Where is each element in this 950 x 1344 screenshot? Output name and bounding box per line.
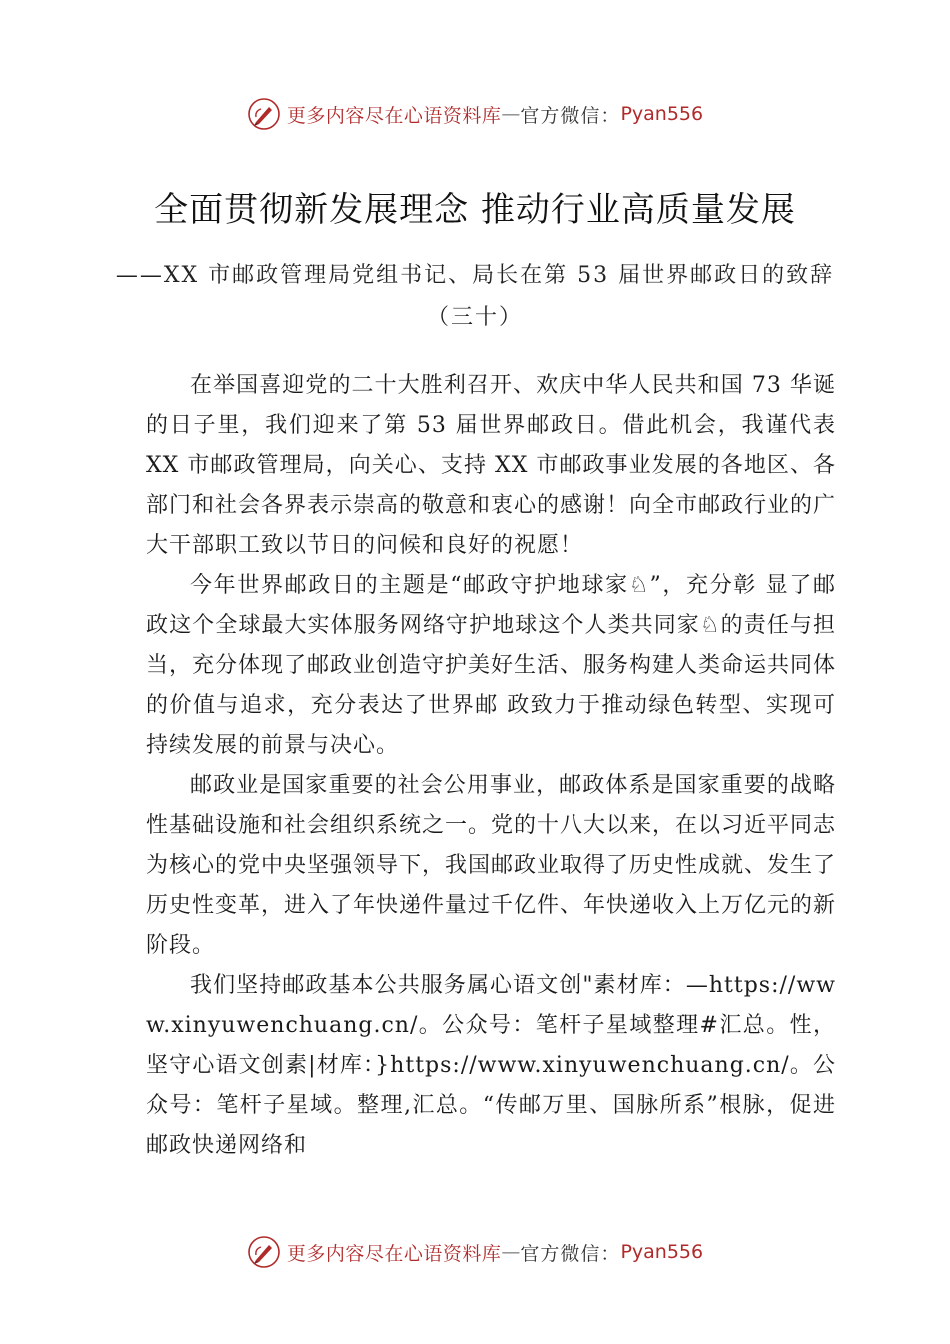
banner-text: 更多内容尽在心语资料库 (286, 1242, 502, 1265)
banner-wechat-label: 官方微信： (520, 104, 621, 127)
paragraph: 我们坚持邮政基本公共服务属心语文创"素材库：—https://www.xinyuwenchuang.cn/。公众号：笔杆子星域整理#汇总。性，坚守心语文创素|材库：}https://www.xinyuwenchuang.cn/。公众号：笔杆子星域。整理,汇总。“传邮万里、国脉所系”根脉，促进邮政快递网络和 (146, 973, 836, 1158)
document-body (146, 366, 836, 1166)
paragraph: 在举国喜迎党的二十大胜利召开、欢庆中华人民共和国 73 华诞的日子里，我们迎来了第 53 届世界邮政日。借此机会，我谨代表 XX 市邮政管理局，向关心、支持 XX 市邮政事业发展的各地区、各部门和社会各界表示崇高的敬意和衷心的感谢！向全市邮政行业的广大干部职工致以节日的问候和良好的祝愿！ (146, 373, 837, 558)
document-title: 全面贯彻新发展理念 推动行业高质量发展 (154, 190, 796, 230)
header-banner (0, 94, 950, 134)
banner-text: 更多内容尽在心语资料库 (286, 104, 502, 127)
pen-logo-icon (247, 1235, 281, 1269)
pen-logo-icon (247, 97, 281, 131)
banner-wechat-id: Pyan556 (620, 103, 704, 125)
paragraph: 今年世界邮政日的主题是“邮政守护地球家♘”，充分彰 显了邮政这个全球最大实体服务网络守护地球这个人类共同家♘的责任与担当，充分体现了邮政业创造守护美好生活、服务构建人类命运共同体的价值与追求，充分表达了世界邮 政致力于推动绿色转型、实现可持续发展的前景与决心。 (146, 573, 837, 758)
banner-wechat-id: Pyan556 (620, 1241, 704, 1263)
banner-wechat-label: 官方微信： (520, 1242, 621, 1265)
document-subtitle: ——XX 市邮政管理局党组书记、局长在第 53 届世界邮政日的致辞（三十） (115, 263, 835, 330)
paragraph: 邮政业是国家重要的社会公用事业，邮政体系是国家重要的战略性基础设施和社会组织系统之一。党的十八大以来，在以习近平同志为核心的党中央坚强领导下，我国邮政业取得了历史性成就、发生了历史性变革，进入了年快递件量过千亿件、年快递收入上万亿元的新阶段。 (146, 773, 837, 958)
banner-separator: — (501, 1241, 521, 1263)
banner-separator: — (501, 103, 521, 125)
footer-banner (0, 1232, 950, 1272)
